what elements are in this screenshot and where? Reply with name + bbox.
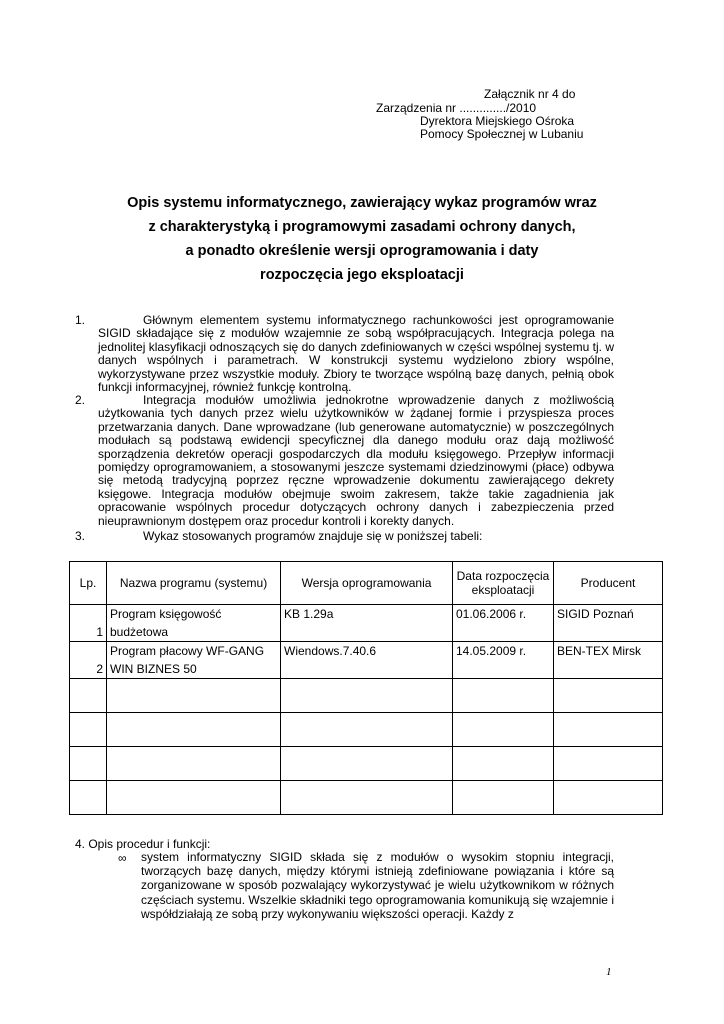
row-producer: BEN-TEX Mirsk	[554, 642, 663, 679]
header-line-4: Pomocy Społecznej w Lubaniu	[420, 127, 584, 141]
header-program-name: Nazwa programu (systemu)	[107, 562, 281, 605]
row-lp: 2	[70, 642, 107, 679]
table-row	[70, 642, 663, 679]
header-version: Wersja oprogramowania	[281, 562, 453, 605]
table-row	[70, 605, 663, 642]
row-program-name: Program płacowy WF-GANG WIN BIZNES 50	[107, 642, 281, 679]
header-lp: Lp.	[70, 562, 107, 605]
header-line-2: Zarządzenia nr ............../2010	[376, 101, 537, 115]
title-line-3: a ponadto określenie wersji oprogramowania i daty	[185, 243, 539, 259]
row-program-name: Program księgowość budżetowa	[107, 605, 281, 642]
table-header-row	[70, 562, 663, 605]
row-start-date: 14.05.2009 r.	[453, 642, 554, 679]
section-4-heading: 4. Opis procedur i funkcji:	[75, 837, 211, 851]
section-3-text: Wykaz stosowanych programów znajduje się w poniższej tabeli:	[143, 529, 483, 543]
row-start-date: 01.06.2006 r.	[453, 605, 554, 642]
header-producer: Producent	[554, 562, 663, 605]
table-row-empty	[70, 713, 663, 747]
section-3-number: 3.	[75, 529, 86, 543]
section-2-number: 2.	[75, 393, 86, 407]
header-line-1: Załącznik nr 4 do	[484, 87, 576, 101]
header-start-date: Data rozpoczęcia eksploatacji	[453, 562, 554, 605]
section-4-bullet-text: system informatyczny SIGID składa się z modułów o wysokim stopniu integracji, tworzących bazę danych, między którymi istnieją zdefiniowane powiązania i które są zorganizowane w sposób pozwalający wykorzystywać je wielu użytkownikom w różnych częściach systemu. Wszelkie składniki tego oprogramowania komunikują się wzajemnie i współdziałają ze sobą przy wykonywaniu większości operacji. Każdy z	[141, 850, 614, 921]
page-number: 1	[606, 966, 612, 978]
title-line-2: z charakterystyką i programowymi zasadami ochrony danych,	[148, 219, 576, 235]
row-lp: 1	[70, 605, 107, 642]
programs-table	[69, 561, 663, 815]
header-line-3: Dyrektora Miejskiego Ośroka	[420, 114, 575, 128]
row-version: Wiendows.7.40.6	[281, 642, 453, 679]
table-row-empty	[70, 747, 663, 781]
row-producer: SIGID Poznań	[554, 605, 663, 642]
document-title	[0, 191, 724, 287]
table-row-empty	[70, 781, 663, 815]
section-1-number: 1.	[75, 313, 86, 327]
section-2-text: Integracja modułów umożliwia jednokrotne wprowadzenie danych z możliwością użytkowania tych danych przez wielu użytkowników w żądanej formie i przyspiesza proces przetwarzania danych. Dane wprowadzane (lub generowane automatycznie) w poszczególnych modułach są podstawą ewidencji specyficznej dla danego modułu oraz dają możliwość sporządzenia dekretów operacji gospodarczych dla modułu księgowego. Przepływ informacji pomiędzy oprogramowaniem, a stosowanymi jeszcze systemami dziedzinowymi (płace) odbywa się metodą tradycyjną poprzez ręczne wprowadzenie dokumentu zawierającego dekrety księgowe. Integracja modułów obejmuje swoim zakresem, także takie zagadnienia jak opracowanie wspólnych procedur dotyczących ochrony danych i zabezpieczenia przed nieuprawnionym dostępem oraz procedur kontroli i korekty danych.	[98, 393, 614, 528]
title-line-4: rozpoczęcia jego eksploatacji	[260, 267, 464, 283]
row-version: KB 1.29a	[281, 605, 453, 642]
title-line-1: Opis systemu informatycznego, zawierający wykaz programów wraz	[127, 195, 597, 211]
section-1-text: Głównym elementem systemu informatycznego rachunkowości jest oprogramowanie SIGID składające się z modułów wzajemnie ze sobą współpracujących. Integracja polega na jednolitej klasyfikacji odnoszących się do danych zdefiniowanych w części wspólnej systemu tj. w danych wspólnych i parametrach. W konstrukcji systemu wydzielono zbiory wspólne, wykorzystywane przez wszystkie moduły. Zbiory te tworzące wspólną bazę danych, pełnią obok funkcji informacyjnej, również funkcję kontrolną.	[98, 313, 614, 395]
bullet-symbol-icon: ∞	[118, 851, 127, 865]
table-row-empty	[70, 679, 663, 713]
